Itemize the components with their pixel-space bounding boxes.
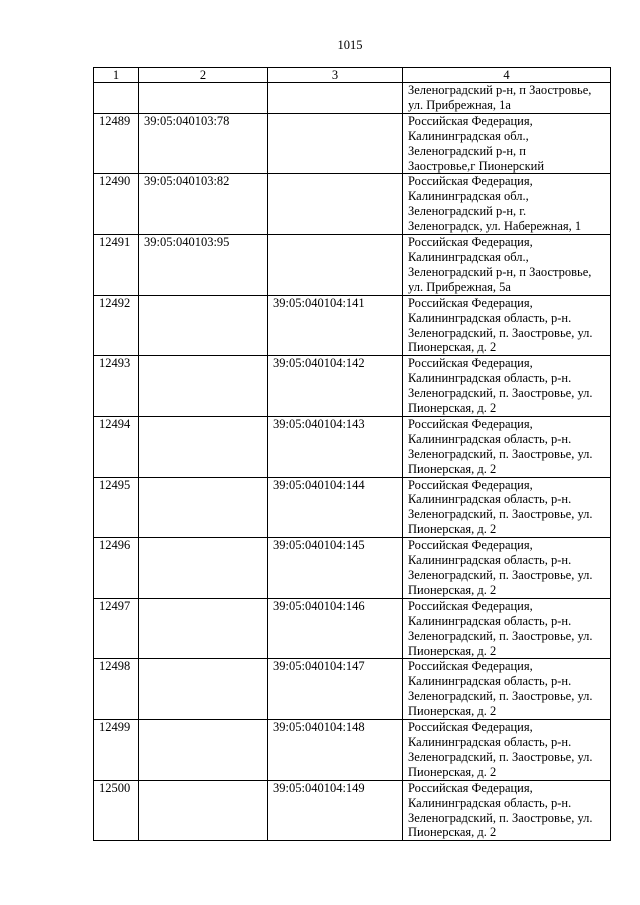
- cadastral-number-col3: 39:05:040104:147: [268, 659, 403, 720]
- address-line: Российская Федерация,: [408, 598, 533, 613]
- cadastral-number-col3: 39:05:040104:143: [268, 416, 403, 477]
- table-row: [94, 356, 611, 417]
- address-line: Российская Федерация,: [408, 416, 533, 431]
- address-line: Российская Федерация,: [408, 477, 533, 492]
- table-row: [94, 659, 611, 720]
- cadastral-number-col3: 39:05:040104:146: [268, 598, 403, 659]
- address-cell: [403, 356, 611, 417]
- table-header: [94, 68, 611, 83]
- address-line: Зеленоградский, п. Заостровье, ул.: [408, 810, 593, 825]
- address-cell: [403, 113, 611, 174]
- address-line: Пионерская, д. 2: [408, 401, 497, 416]
- address-cell: [403, 659, 611, 720]
- address-line: Зеленоградск, ул. Набережная, 1: [408, 219, 582, 234]
- cadastral-number-col2: [139, 598, 268, 659]
- cadastral-number-col2: [139, 477, 268, 538]
- address-line: Пионерская, д. 2: [408, 522, 497, 537]
- address-cell: [403, 174, 611, 235]
- row-number: 12499: [94, 720, 139, 781]
- row-number: 12497: [94, 598, 139, 659]
- cadastral-number-col3: [268, 83, 403, 114]
- row-number: 12493: [94, 356, 139, 417]
- address-line: Зеленоградский р-н, г.: [408, 204, 527, 219]
- table-row: [94, 295, 611, 356]
- table-row: [94, 780, 611, 841]
- row-number: 12492: [94, 295, 139, 356]
- address-cell: [403, 598, 611, 659]
- cadastral-number-col2: 39:05:040103:82: [139, 174, 268, 235]
- address-cell: [403, 477, 611, 538]
- address-line: Российская Федерация,: [408, 780, 533, 795]
- address-line: Зеленоградский, п. Заостровье, ул.: [408, 507, 593, 522]
- address-line: Российская Федерация,: [408, 174, 533, 189]
- address-cell: [403, 780, 611, 841]
- address-line: Зеленоградский, п. Заостровье, ул.: [408, 689, 593, 704]
- address-line: Пионерская, д. 2: [408, 825, 497, 840]
- table-row: [94, 113, 611, 174]
- cadastral-number-col2: [139, 538, 268, 599]
- address-cell: [403, 235, 611, 296]
- row-number: 12494: [94, 416, 139, 477]
- address-line: Зеленоградский, п. Заостровье, ул.: [408, 386, 593, 401]
- address-line: Калининградская обл.,: [408, 249, 529, 264]
- cadastral-number-col2: [139, 720, 268, 781]
- address-line: Пионерская, д. 2: [408, 643, 497, 658]
- row-number: 12489: [94, 113, 139, 174]
- header-col-3: 3: [268, 68, 403, 83]
- header-col-1: 1: [94, 68, 139, 83]
- address-line: Пионерская, д. 2: [408, 582, 497, 597]
- address-line: Зеленоградский р-н, п Заостровье,: [408, 83, 592, 97]
- cadastral-number-col2: [139, 83, 268, 114]
- address-cell: [403, 83, 611, 114]
- address-line: Пионерская, д. 2: [408, 704, 497, 719]
- address-line: Калининградская область, р-н.: [408, 613, 572, 628]
- address-line: Российская Федерация,: [408, 295, 533, 310]
- register-table: [93, 67, 611, 841]
- address-line: Российская Федерация,: [408, 113, 533, 128]
- address-line: Заостровье,г Пионерский: [408, 158, 545, 173]
- cadastral-number-col2: [139, 780, 268, 841]
- address-line: Калининградская область, р-н.: [408, 674, 572, 689]
- row-number: 12495: [94, 477, 139, 538]
- address-cell: [403, 720, 611, 781]
- cadastral-number-col3: [268, 113, 403, 174]
- cadastral-number-col3: 39:05:040104:141: [268, 295, 403, 356]
- address-line: Зеленоградский р-н, п: [408, 143, 526, 158]
- address-line: Пионерская, д. 2: [408, 340, 497, 355]
- table-body: [94, 83, 611, 841]
- address-cell: [403, 416, 611, 477]
- cadastral-number-col2: 39:05:040103:95: [139, 235, 268, 296]
- row-number: 12491: [94, 235, 139, 296]
- header-col-4: 4: [403, 68, 611, 83]
- row-number: 12490: [94, 174, 139, 235]
- address-line: Калининградская обл.,: [408, 128, 529, 143]
- address-line: Калининградская область, р-н.: [408, 553, 572, 568]
- cadastral-number-col3: 39:05:040104:142: [268, 356, 403, 417]
- address-line: Калининградская обл.,: [408, 189, 529, 204]
- row-number: 12496: [94, 538, 139, 599]
- address-line: Калининградская область, р-н.: [408, 795, 572, 810]
- address-line: Российская Федерация,: [408, 356, 533, 371]
- address-line: Российская Федерация,: [408, 720, 533, 735]
- table-row: [94, 720, 611, 781]
- table-row: [94, 538, 611, 599]
- cadastral-number-col3: [268, 174, 403, 235]
- address-line: ул. Прибрежная, 1а: [408, 97, 511, 112]
- address-line: Зеленоградский р-н, п Заостровье,: [408, 264, 592, 279]
- header-row: [94, 68, 611, 83]
- address-line: Зеленоградский, п. Заостровье, ул.: [408, 568, 593, 582]
- row-number: [94, 83, 139, 114]
- address-line: Калининградская область, р-н.: [408, 371, 572, 386]
- cadastral-number-col2: [139, 356, 268, 417]
- address-line: Пионерская, д. 2: [408, 764, 497, 779]
- cadastral-number-col3: 39:05:040104:145: [268, 538, 403, 599]
- table-row: [94, 174, 611, 235]
- cadastral-number-col2: [139, 416, 268, 477]
- table-row: [94, 477, 611, 538]
- cadastral-number-col2: [139, 659, 268, 720]
- table-row: [94, 416, 611, 477]
- address-line: Российская Федерация,: [408, 659, 533, 674]
- address-line: Зеленоградский, п. Заостровье, ул.: [408, 628, 593, 643]
- table-row: [94, 598, 611, 659]
- cadastral-number-col2: [139, 295, 268, 356]
- header-col-2: 2: [139, 68, 268, 83]
- address-line: Российская Федерация,: [408, 538, 533, 553]
- address-line: Калининградская область, р-н.: [408, 431, 572, 446]
- address-line: Калининградская область, р-н.: [408, 310, 572, 325]
- table-row: [94, 235, 611, 296]
- address-cell: [403, 538, 611, 599]
- address-line: Зеленоградский, п. Заостровье, ул.: [408, 446, 593, 461]
- cadastral-number-col3: 39:05:040104:148: [268, 720, 403, 781]
- cadastral-number-col2: 39:05:040103:78: [139, 113, 268, 174]
- address-line: Калининградская область, р-н.: [408, 734, 572, 749]
- table-row: [94, 83, 611, 114]
- address-line: Зеленоградский, п. Заостровье, ул.: [408, 325, 593, 340]
- address-line: Российская Федерация,: [408, 235, 533, 250]
- row-number: 12500: [94, 780, 139, 841]
- cadastral-number-col3: 39:05:040104:149: [268, 780, 403, 841]
- cadastral-number-col3: [268, 235, 403, 296]
- address-line: Зеленоградский, п. Заостровье, ул.: [408, 749, 593, 764]
- address-cell: [403, 295, 611, 356]
- cadastral-number-col3: 39:05:040104:144: [268, 477, 403, 538]
- page-number: 1015: [337, 38, 363, 52]
- row-number: 12498: [94, 659, 139, 720]
- address-line: Калининградская область, р-н.: [408, 492, 572, 507]
- address-line: Пионерская, д. 2: [408, 461, 497, 476]
- address-line: ул. Прибрежная, 5а: [408, 279, 511, 294]
